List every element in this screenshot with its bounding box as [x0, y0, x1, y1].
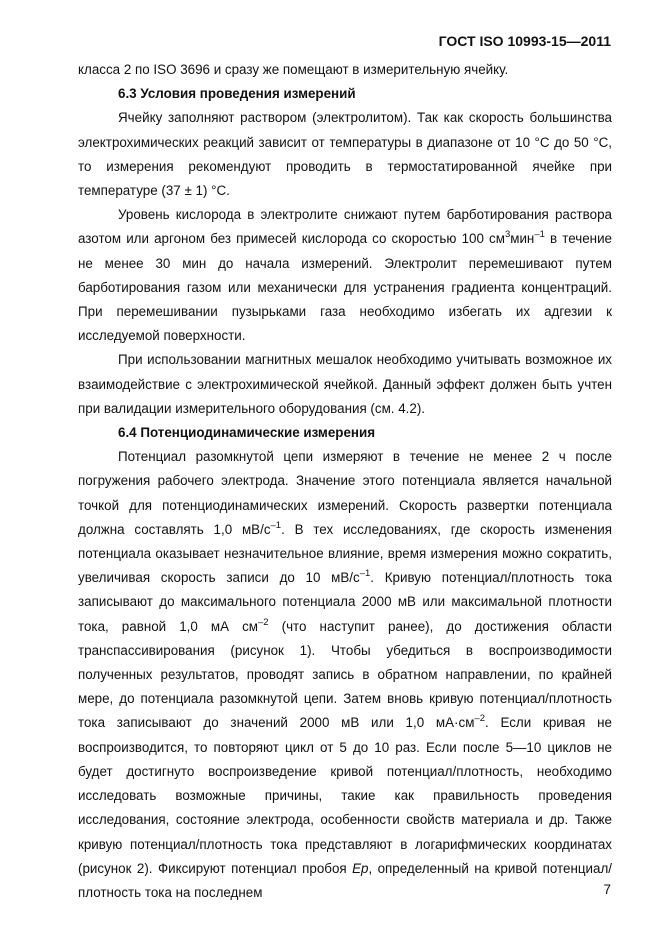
- superscript: –2: [257, 616, 269, 628]
- paragraph-oxygen-level: [78, 203, 612, 348]
- superscript: 3: [504, 229, 511, 241]
- superscript: –1: [534, 229, 545, 241]
- text-run: Потенциал разомкнутой цепи измеряют в течение не менее 2 ч после погружения рабочего электрода. Значение этого потенциала является начальной точкой для потенциодинамических измерений. Скорость развертки потенциала должна составлять 1,0 мВ/с: [78, 449, 612, 537]
- text-run: , определенный на кривой потенциал/плотность тока на последнем: [78, 860, 613, 900]
- document-body: [78, 58, 612, 905]
- text-run: в течение не менее 30 мин до начала измерений. Электролит перемешивают путем барботирования газом или механически для устранения градиента концентраций. При перемешивании пузырьками газа необходимо избегать их адгезии к исследуемой поверхности.: [78, 231, 612, 344]
- paragraph-cell-filling: Ячейку заполняют раствором (электролитом). Так как скорость большинства электрохимических реакций зависит от температуры в диапазоне от 10 °С до 50 °С, то измерения рекомендуют проводить в термостатированной ячейке при температуре (37 ± 1) °С.: [78, 110, 612, 199]
- text-run: . Если кривая не воспроизводится, то повторяют цикл от 5 до 10 раз. Если после 5—10 циклов не будет достигнуто воспроизведение кривой потенциал/плотность, необходимо исследовать возможные причины, такие как правильность проведения исследования, состояние электрода, особенности свойств материала и др. Также кривую потенциал/плотность тока представляют в логарифмических координатах (рисунок 2). Фиксируют потенциал пробоя: [78, 715, 612, 876]
- text-run: . В тех исследованиях, где скорость изменения потенциала оказывает незначительное влияние, время измерения можно сократить, увеличивая скорость записи до 10 мВ/с: [78, 521, 612, 586]
- superscript: –1: [270, 519, 282, 531]
- text-run: . Кривую потенциал/плотность тока записывают до максимального потенциала 2000 мВ или максимальной плотности тока, равной 1,0 мА см: [78, 570, 612, 634]
- paragraph-potentiodynamic: [78, 445, 612, 905]
- standard-header: ГОСТ ISO 10993-15—2011: [438, 33, 611, 49]
- page-number: 7: [603, 882, 611, 897]
- section-heading-6-4: 6.4 Потенциодинамические измерения: [118, 425, 376, 441]
- italic-symbol: Ep: [352, 860, 369, 876]
- paragraph-magnetic-stirrers: При использовании магнитных мешалок необходимо учитывать возможное их взаимодействие с электрохимической ячейкой. Данный эффект должен быть учтен при валидации измерительного оборудования (см. 4.2).: [78, 352, 612, 416]
- text-run: (что наступит ранее), до достижения области транспассивирования (рисунок 1). Чтобы убедиться в воспроизводимости полученных результатов, проводят запись в обратном направлении, по крайней мере, до потенциала разомкнутой цепи. Затем вновь кривую потенциал/плотность тока записывают до значений 2000 мВ или 1,0 мА·см: [78, 618, 612, 731]
- section-heading-6-3: 6.3 Условия проведения измерений: [118, 86, 356, 102]
- text-run: мин: [510, 231, 535, 247]
- superscript: –2: [474, 713, 485, 725]
- text-run: Уровень кислорода в электролите снижают путем барботирования раствора азотом или аргоном без примесей кислорода со скоростью 100 см: [78, 207, 612, 247]
- superscript: –1: [359, 568, 371, 580]
- continuation-line: класса 2 по ISO 3696 и сразу же помещают в измерительную ячейку.: [78, 62, 509, 77]
